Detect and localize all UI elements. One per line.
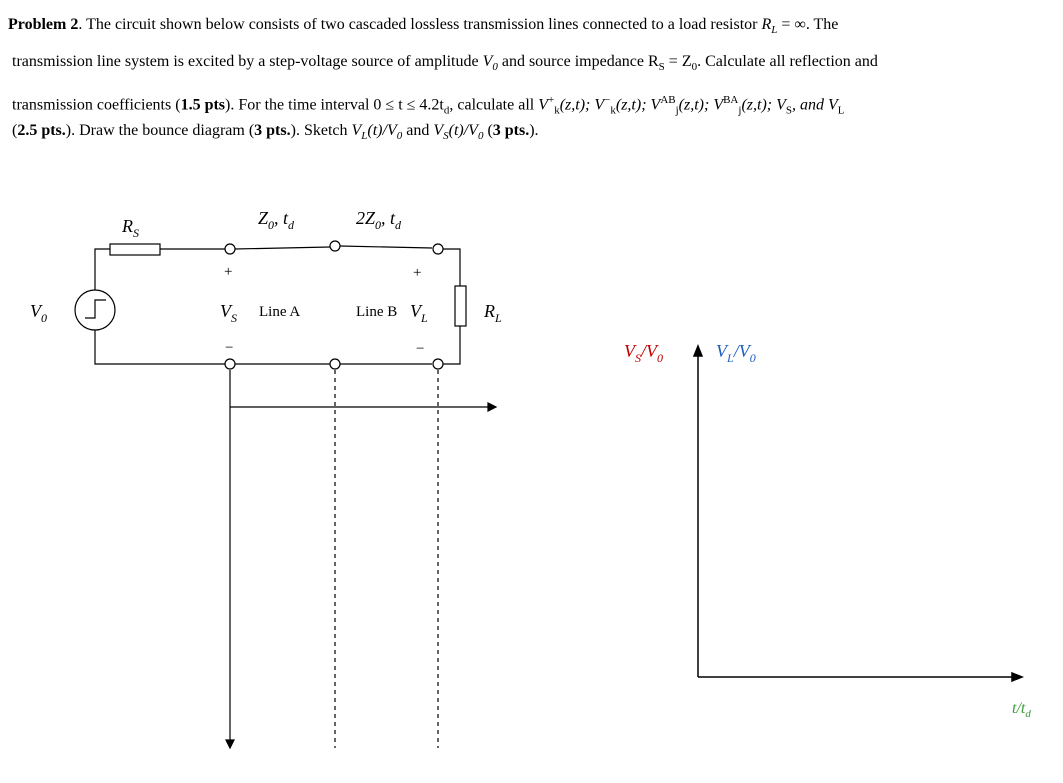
rs-label: $R_S$ xyxy=(122,216,139,240)
circuit-labels xyxy=(30,208,502,357)
vs-over-v0-label: $V_S/V_0$ xyxy=(624,341,663,365)
terminal-b-bottom xyxy=(433,359,443,369)
rl-label: $R_L$ xyxy=(484,301,502,325)
step-icon xyxy=(85,300,106,318)
v0-label: $V_0$ xyxy=(30,301,47,325)
terminal-a-bottom xyxy=(225,359,235,369)
line-a-name: Line A xyxy=(259,304,301,320)
vs-label: $V_S$ xyxy=(220,301,237,325)
wire-load-bottom xyxy=(443,326,460,364)
problem-title: Problem 2 xyxy=(8,16,79,33)
voltage-plot-axes xyxy=(694,346,1022,681)
time-axis-label: $t/t_d$ xyxy=(1012,700,1031,720)
bounce-time-arrow xyxy=(226,740,234,748)
line-b-params: $2Z_0$, $t_d$ xyxy=(356,208,402,232)
line-b-name: Line B xyxy=(356,304,398,320)
source-resistor xyxy=(110,244,160,255)
wire-bottom-left xyxy=(95,330,230,364)
voltage-y-arrow xyxy=(694,346,702,356)
minus-sign-b: − xyxy=(416,341,425,357)
problem-line-3: transmission coefficients (1.5 pts). For the time interval $0 \le t \le 4.2t_d$, calculate all $V^+_k(z,t)$; $V^-_k(z,t)$; $V^{AB}_j(z,t)$; $V^{BA}_j(z,t)$; $V_S$, and $V_L$ xyxy=(12,94,845,117)
problem-line-2: transmission line system is excited by a step-voltage source of amplitude $V_0$ and source impedance $R_S = Z_0$. Calculate all reflection and xyxy=(12,53,878,74)
terminal-ab-top xyxy=(330,241,340,251)
wire-top-left xyxy=(95,249,110,290)
voltage-plot-labels xyxy=(624,341,1031,720)
voltage-x-arrow xyxy=(1012,673,1022,681)
plus-sign-a: + xyxy=(224,264,233,280)
bounce-z-arrow xyxy=(488,403,496,411)
problem-line-4: (2.5 pts.). Draw the bounce diagram (3 pts.). Sketch $V_L(t)/V_0$ and $V_S(t)/V_0$ (3 pts.). xyxy=(12,122,539,143)
line-b-top xyxy=(340,246,432,248)
line-a-top xyxy=(235,247,330,249)
load-resistor xyxy=(455,286,466,326)
plus-sign-b: + xyxy=(413,265,422,281)
problem-line-1: Problem 2. The circuit shown below consists of two cascaded lossless transmission lines connected to a load resistor $R_L$ = ∞. The xyxy=(8,16,839,37)
minus-sign-a: − xyxy=(225,340,234,356)
terminal-ab-bottom xyxy=(330,359,340,369)
vl-label: $V_L$ xyxy=(410,301,428,325)
vl-over-v0-label: $V_L/V_0$ xyxy=(716,341,756,365)
terminal-b-top xyxy=(433,244,443,254)
terminal-a-top xyxy=(225,244,235,254)
wire-load-top xyxy=(443,249,460,286)
line-a-params: $Z_0$, $t_d$ xyxy=(258,208,295,232)
bounce-diagram xyxy=(226,370,496,748)
